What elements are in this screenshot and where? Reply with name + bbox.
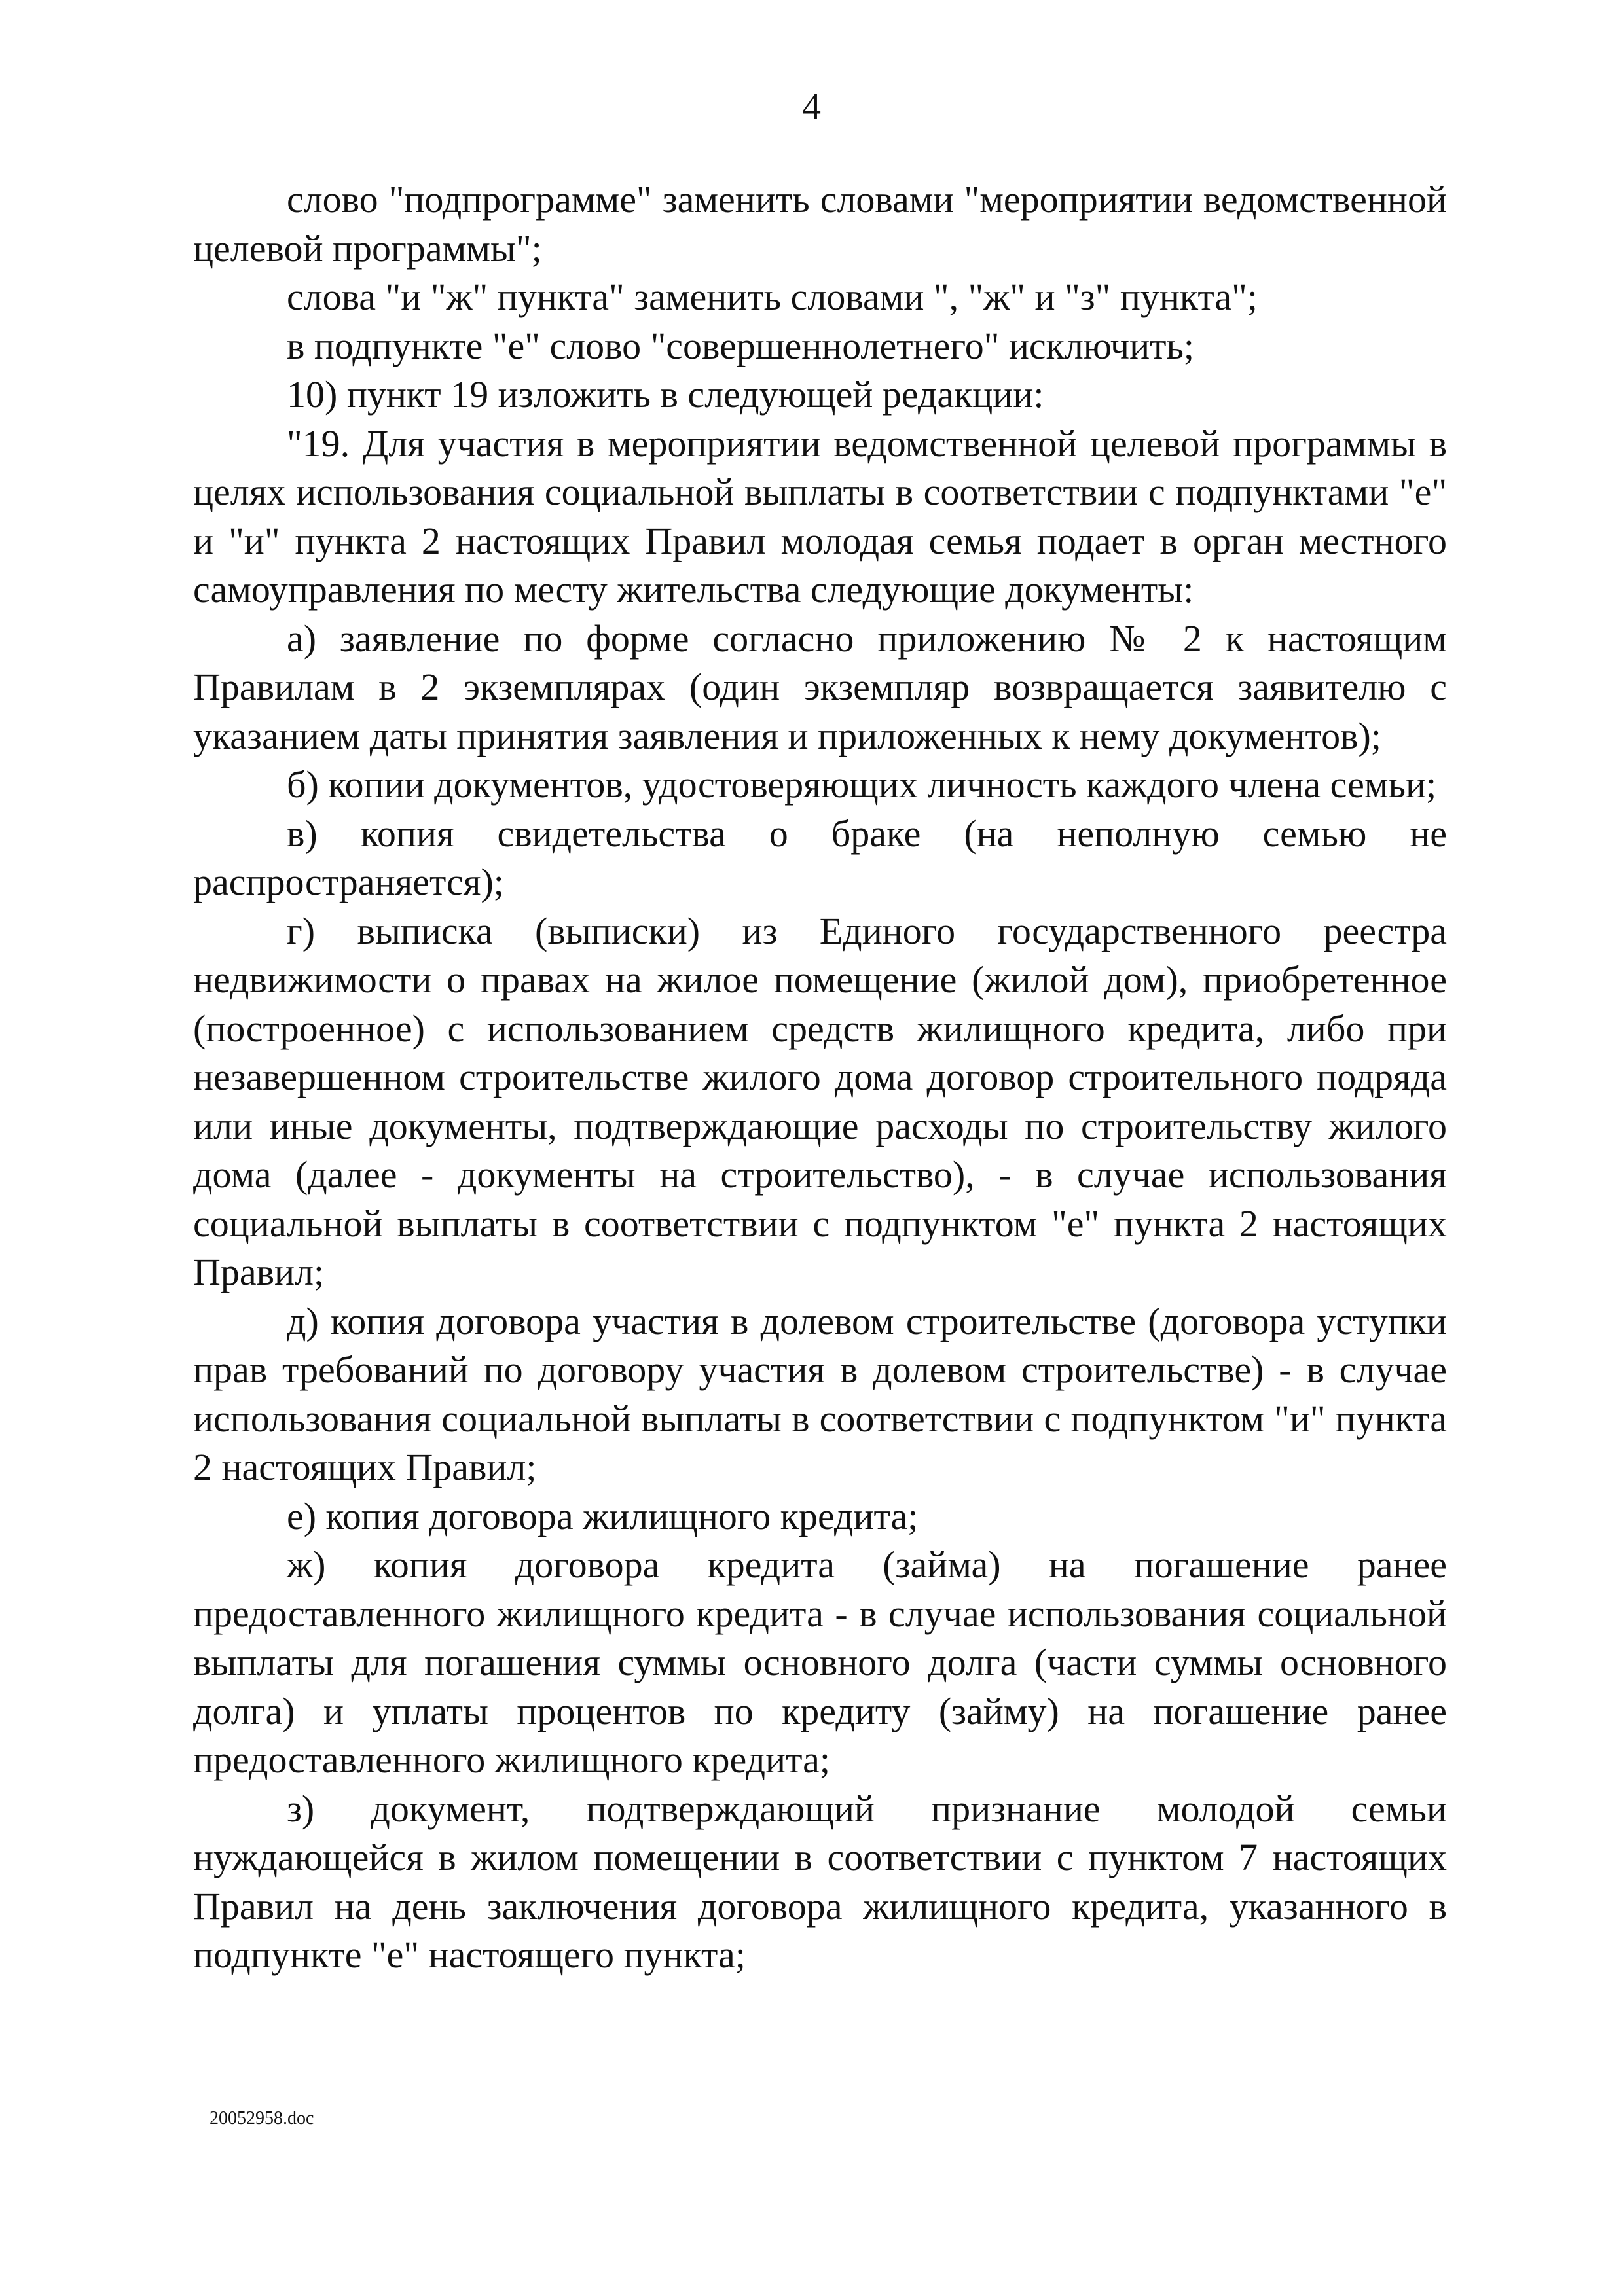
- list-item-z: з) документ, подтверждающий признание молодой семьи нуждающейся в жилом помещении в соответствии с пунктом 7 настоящих Правил на день заключения договора жилищного кредита, указанного в подпункте "е" настоящего пункта;: [193, 1787, 1447, 1976]
- paragraph: слова "и "ж" пункта" заменить словами ", "ж" и "з" пункта";: [287, 276, 1258, 318]
- list-item-a: а) заявление по форме согласно приложению № 2 к настоящим Правилам в 2 экземплярах (один экземпляр возвращается заявителю с указанием даты принятия заявления и приложенных к нему документов);: [193, 617, 1447, 757]
- list-item-d: д) копия договора участия в долевом строительстве (договора уступки прав требований по договору участия в долевом строительстве) - в случае использования социальной выплаты в соответствии с подпунктом "и" пункта 2 настоящих Правил;: [193, 1299, 1447, 1488]
- list-item-e: е) копия договора жилищного кредита;: [287, 1494, 919, 1537]
- document-body: [193, 175, 1447, 1980]
- page-number: 4: [802, 85, 821, 128]
- paragraph: в подпункте "е" слово "совершеннолетнего" исключить;: [287, 324, 1195, 367]
- paragraph: 10) пункт 19 изложить в следующей редакции:: [287, 373, 1044, 416]
- paragraph: "19. Для участия в мероприятии ведомственной целевой программы в целях использования социальной выплаты в соответствии с подпунктами "е" и "и" пункта 2 настоящих Правил молодая семья подает в орган местного самоуправления по месту жительства следующие документы:: [193, 422, 1447, 611]
- list-item-v: в) копия свидетельства о браке (на неполную семью не распространяется);: [193, 812, 1447, 903]
- list-item-zh: ж) копия договора кредита (займа) на погашение ранее предоставленного жилищного кредита - в случае использования социальной выплаты для погашения суммы основного долга (части суммы основного долга) и уплаты процентов по кредиту (займу) на погашение ранее предоставленного жилищного кредита;: [193, 1543, 1447, 1781]
- list-item-b: б) копии документов, удостоверяющих личность каждого члена семьи;: [287, 763, 1437, 806]
- footer-filename: 20052958.doc: [210, 2108, 314, 2128]
- list-item-g: г) выписка (выписки) из Единого государственного реестра недвижимости о правах на жилое помещение (жилой дом), приобретенное (построенное) с использованием средств жилищного кредита, либо при незавершенном строительстве жилого дома договор строительного подряда или иные документы, подтверждающие расходы по строительству жилого дома (далее - документы на строительство), - в случае использования социальной выплаты в соответствии с подпунктом "е" пункта 2 настоящих Правил;: [193, 909, 1447, 1293]
- paragraph: слово "подпрограмме" заменить словами "мероприятии ведомственной целевой программы";: [193, 178, 1447, 270]
